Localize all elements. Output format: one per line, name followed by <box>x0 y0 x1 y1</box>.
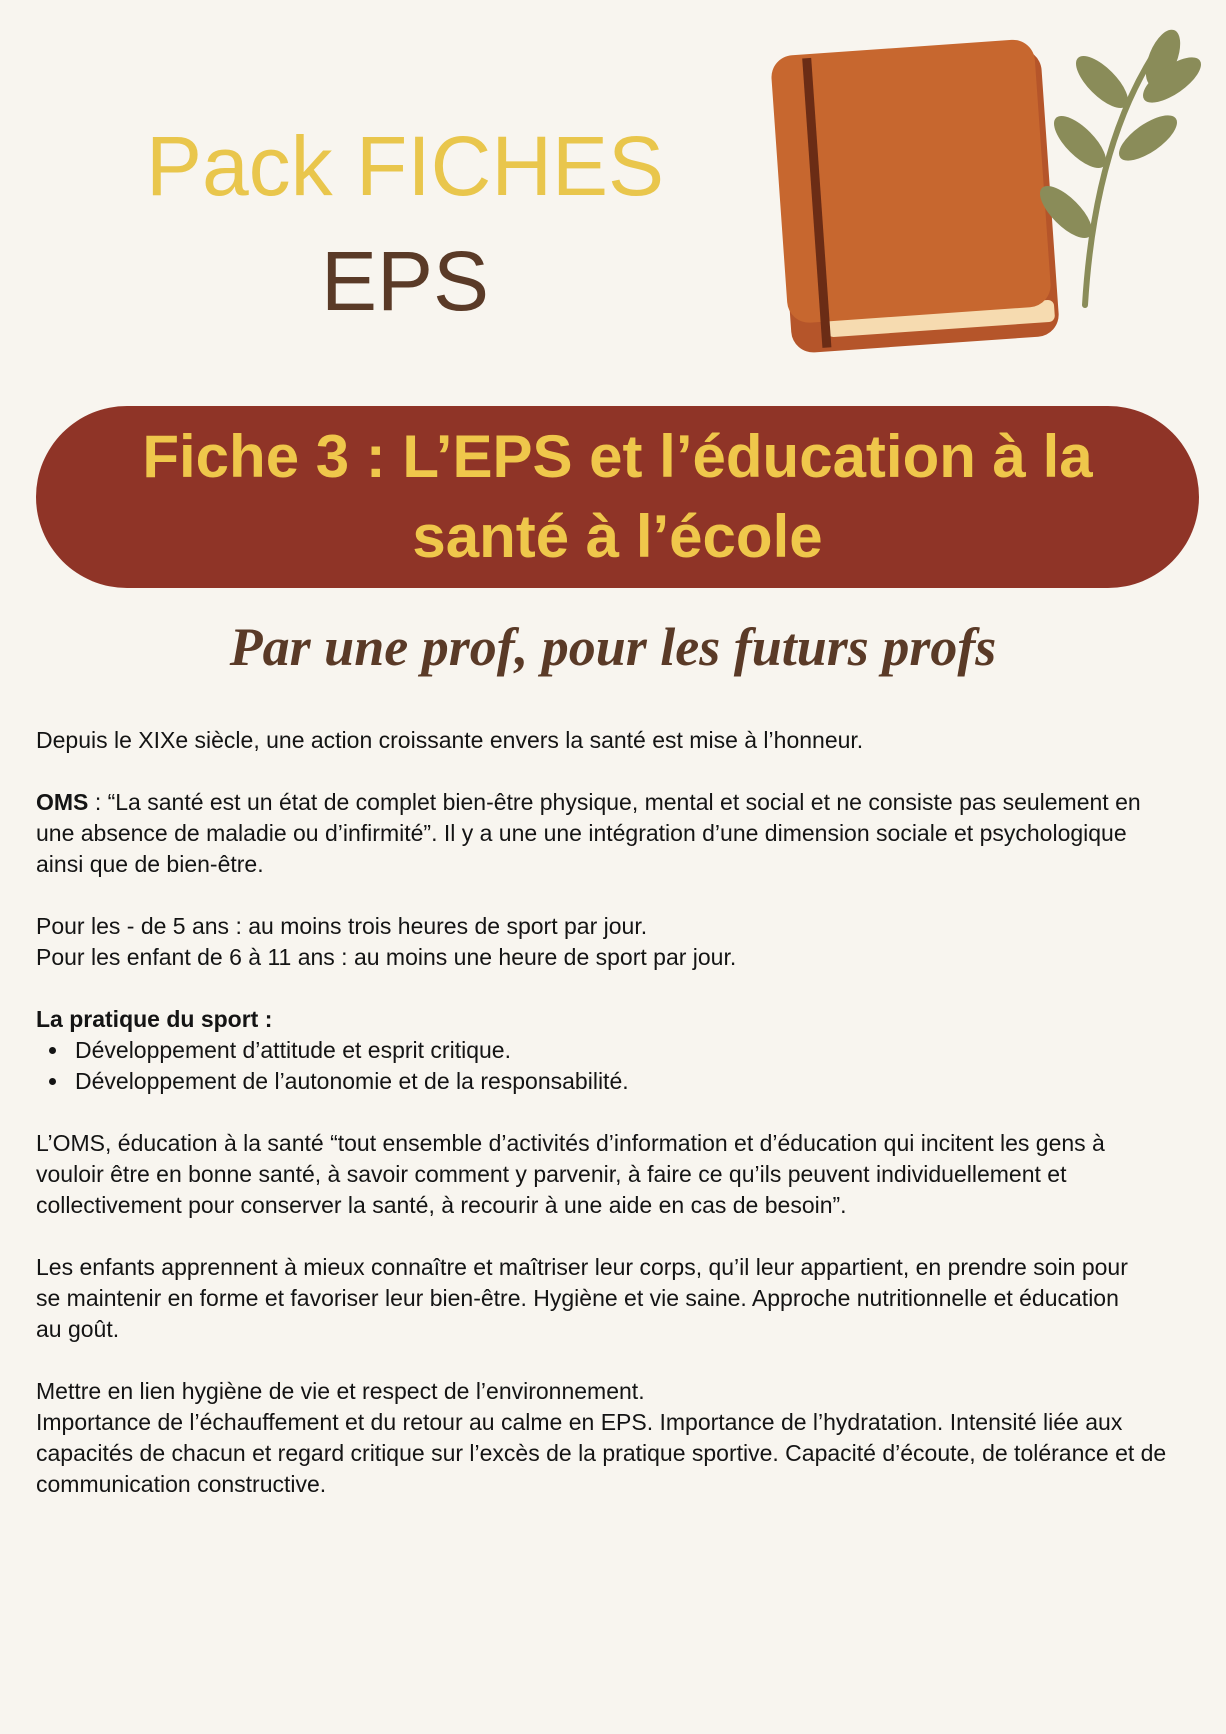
bullet-icon <box>49 1047 56 1054</box>
document-body <box>36 725 1206 1531</box>
banner-title-line: Fiche 3 : L’EPS et l’éducation à la <box>142 423 1093 490</box>
text-line: une absence de maladie ou d’infirmité”. Il y a une une intégration d’une dimension sociale et psychologique <box>36 820 1127 846</box>
book-illustration <box>740 20 1220 380</box>
list-item <box>36 1066 1206 1097</box>
text-line: Pour les - de 5 ans : au moins trois heures de sport par jour. <box>36 913 648 939</box>
list-item-text: Développement de l’autonomie et de la responsabilité. <box>75 1068 629 1094</box>
oms-text: : “La santé est un état de complet bien-être physique, mental et social et ne consiste pas seulement en <box>94 789 1141 815</box>
text-line: Importance de l’échauffement et du retour au calme en EPS. Importance de l’hydratation. Intensité liée aux <box>36 1409 1123 1435</box>
text-line: Depuis le XIXe siècle, une action croissante envers la santé est mise à l’honneur. <box>36 727 864 753</box>
leaf-branch-icon <box>1032 25 1208 305</box>
banner-title-line: santé à l’école <box>412 503 823 570</box>
section-heading: La pratique du sport : <box>36 1006 273 1032</box>
section-sport <box>36 1004 1206 1097</box>
paragraph-oms <box>36 787 1206 880</box>
text-line: communication constructive. <box>36 1471 327 1497</box>
list-item-text: Développement d’attitude et esprit critique. <box>75 1037 511 1063</box>
pack-title: Pack FICHES <box>145 119 665 213</box>
subject-title: EPS <box>320 234 490 328</box>
text-line: se maintenir en forme et favoriser leur bien-être. Hygiène et vie saine. Approche nutritionnelle et éducation <box>36 1285 1119 1311</box>
text-line: Les enfants apprennent à mieux connaître et maîtriser leur corps, qu’il leur appartient, en prendre soin pour <box>36 1254 1128 1280</box>
book-icon <box>770 38 1060 354</box>
tagline: Par une prof, pour les futurs profs <box>229 617 997 677</box>
text-line: collectivement pour conserver la santé, à recourir à une aide en cas de besoin”. <box>36 1192 847 1218</box>
list-item <box>36 1035 1206 1066</box>
paragraph-recommendations <box>36 911 1206 973</box>
bullet-icon <box>49 1078 56 1085</box>
bullet-list <box>36 1035 1206 1097</box>
text-line: au goût. <box>36 1316 120 1342</box>
text-line: Pour les enfant de 6 à 11 ans : au moins une heure de sport par jour. <box>36 944 737 970</box>
text-line <box>36 787 1206 818</box>
oms-label: OMS <box>36 789 89 815</box>
text-line: Mettre en lien hygiène de vie et respect de l’environnement. <box>36 1378 645 1404</box>
text-line: ainsi que de bien-être. <box>36 851 264 877</box>
leaf <box>1068 48 1136 116</box>
paragraph-oms-definition <box>36 1128 1206 1221</box>
text-line: L’OMS, éducation à la santé “tout ensemble d’activités d’information et d’éducation qui incitent les gens à <box>36 1130 1105 1156</box>
leaf <box>1046 108 1114 176</box>
text-line: capacités de chacun et regard critique sur l’excès de la pratique sportive. Capacité d’écoute, de tolérance et de <box>36 1440 1167 1466</box>
fiche-banner <box>36 406 1199 588</box>
paragraph-children <box>36 1252 1206 1345</box>
text-line: vouloir être en bonne santé, à savoir comment y parvenir, à faire ce qu’ils peuvent individuellement et <box>36 1161 1067 1187</box>
paragraph-hygiene <box>36 1376 1206 1500</box>
paragraph-intro <box>36 725 1206 756</box>
